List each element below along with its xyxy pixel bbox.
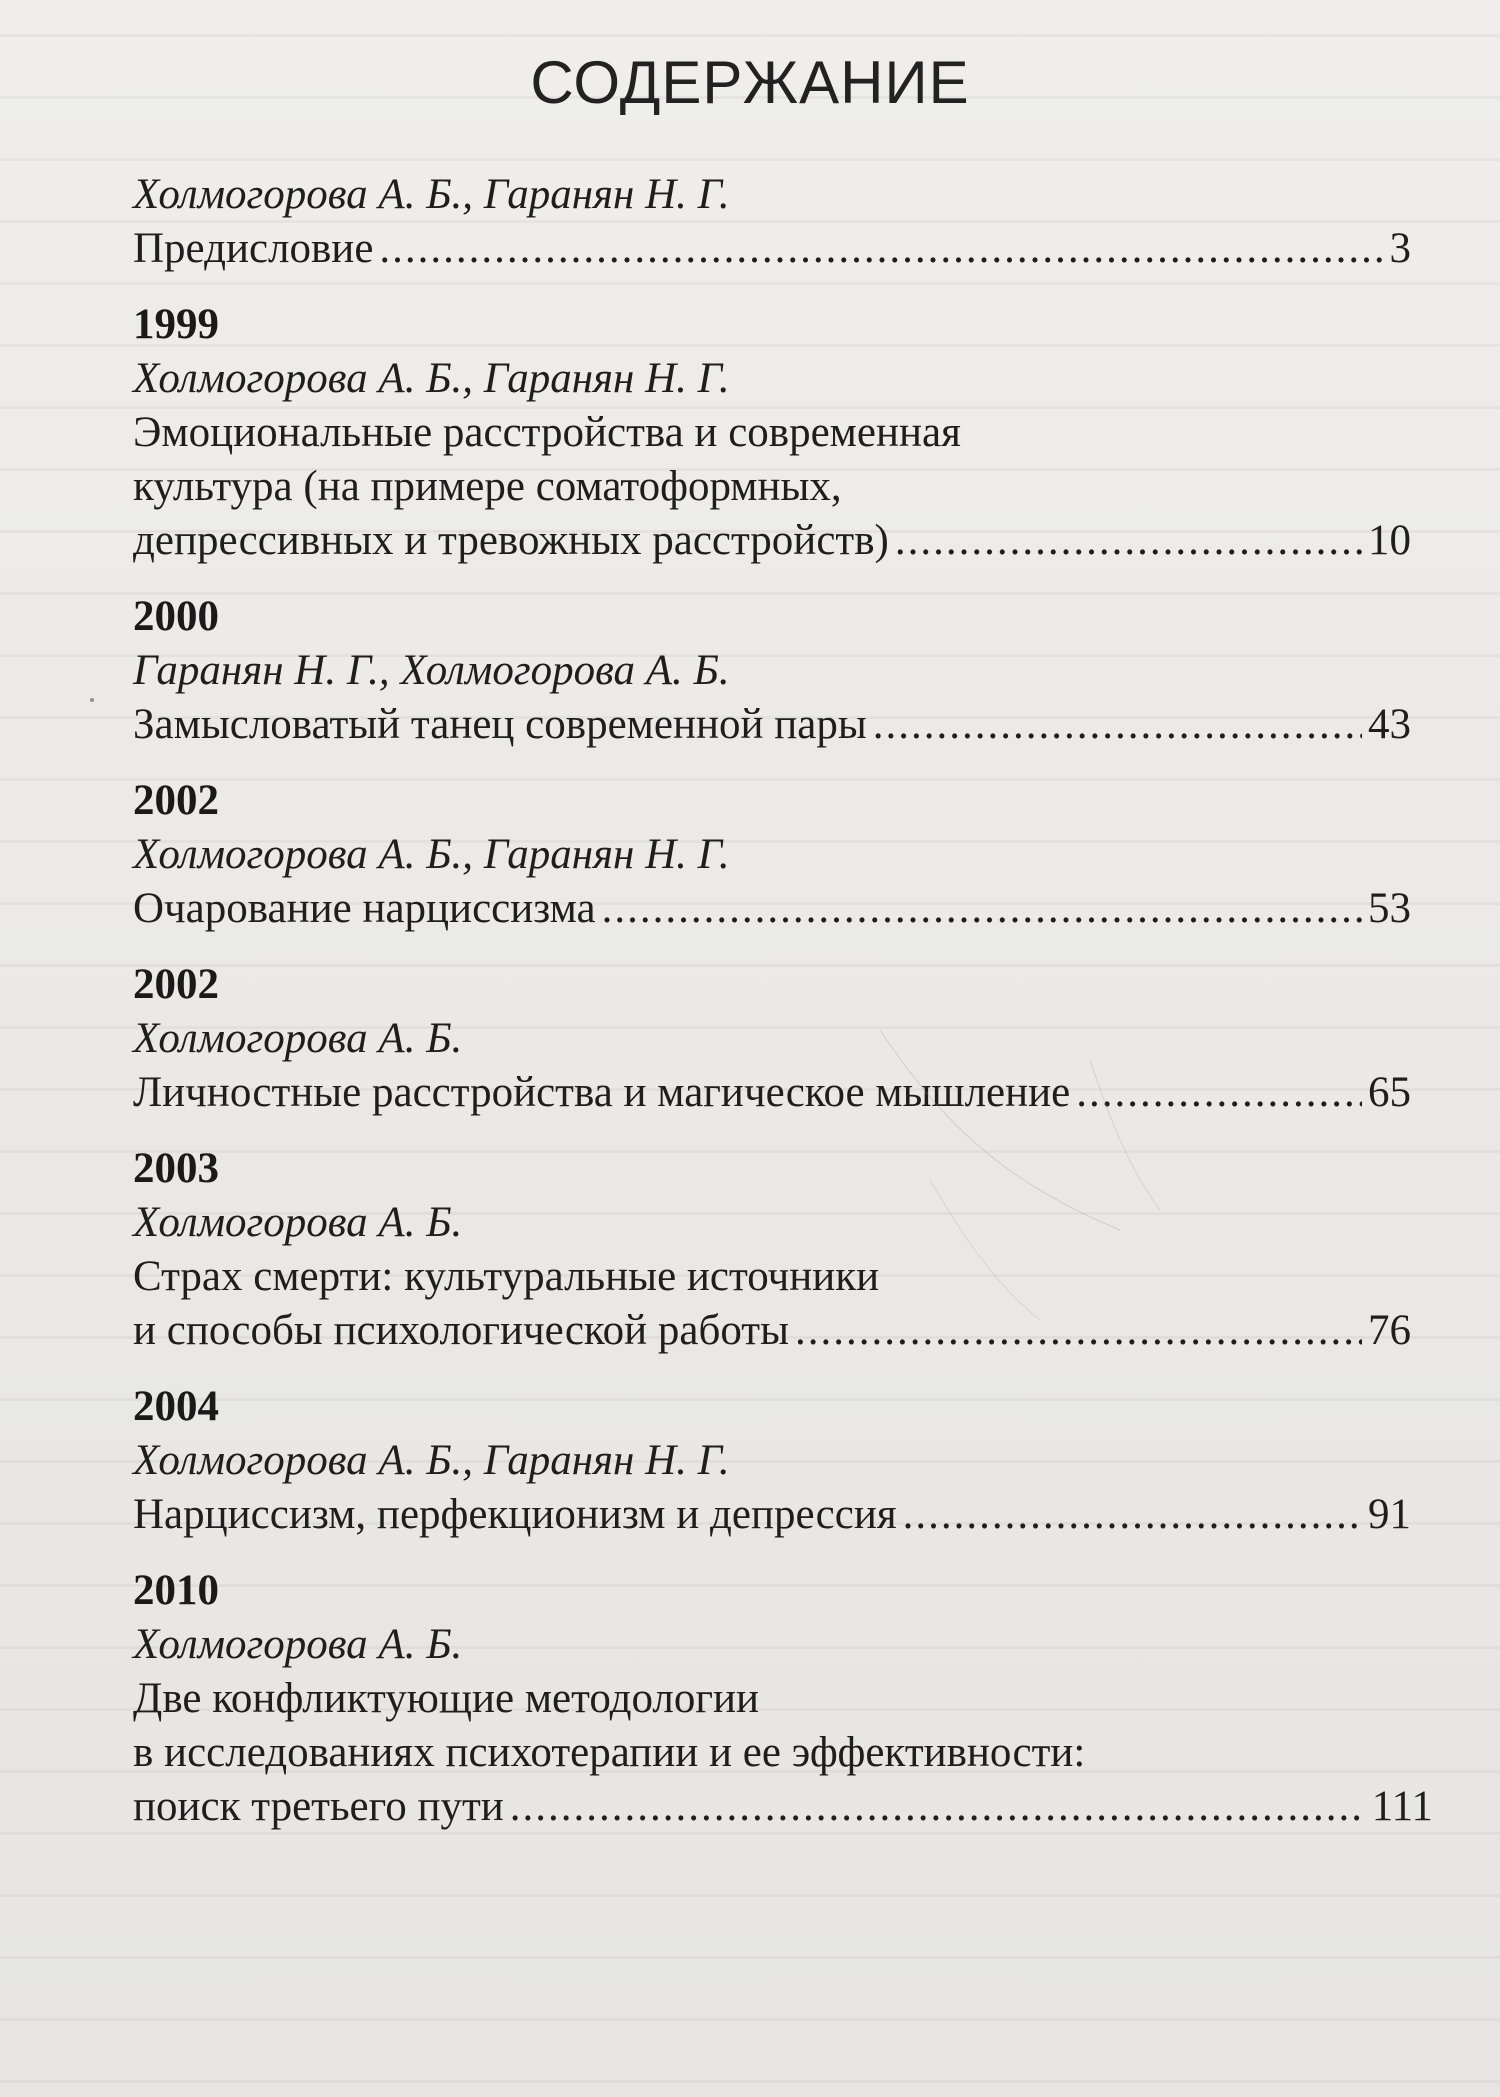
entry-page-number: 111 (1371, 1783, 1433, 1830)
dot-leader (895, 514, 1362, 568)
entry-title: Предисловие (133, 225, 374, 272)
entry-page-number: 3 (1389, 225, 1411, 272)
toc-entry (133, 590, 1433, 752)
entry-authors: Холмогорова А. Б. (133, 1621, 463, 1668)
entry-year: 2010 (133, 1567, 219, 1614)
entry-year: 2004 (133, 1383, 219, 1430)
entry-title-line: Эмоциональные расстройства и современная (133, 409, 961, 456)
entry-page-number: 91 (1368, 1491, 1411, 1538)
page-heading: СОДЕРЖАНИЕ (530, 49, 970, 116)
dot-leader (873, 698, 1362, 752)
toc-entry (133, 298, 1433, 568)
entry-authors: Холмогорова А. Б., Гаранян Н. Г. (133, 1437, 730, 1484)
dot-leader (1076, 1066, 1362, 1120)
entry-title-line: Страх смерти: культуральные источники (133, 1253, 880, 1300)
entry-year: 1999 (133, 301, 219, 348)
table-of-contents (133, 168, 1433, 1856)
entry-title-leader (133, 514, 1411, 568)
entry-page-number: 53 (1368, 885, 1411, 932)
entry-title: Очарование нарциссизма (133, 885, 596, 932)
dot-leader (903, 1488, 1362, 1542)
dot-leader (379, 222, 1383, 276)
entry-title: депрессивных и тревожных расстройств) (133, 517, 889, 564)
toc-entry (133, 958, 1433, 1120)
entry-title-leader (133, 222, 1411, 276)
entry-authors: Холмогорова А. Б., Гаранян Н. Г. (133, 831, 730, 878)
dot-leader (510, 1780, 1366, 1834)
entry-page-number: 65 (1368, 1069, 1411, 1116)
entry-title-leader (133, 882, 1411, 936)
entry-title: Личностные расстройства и магическое мышление (133, 1069, 1071, 1116)
entry-title-leader (133, 1066, 1411, 1120)
entry-authors: Холмогорова А. Б., Гаранян Н. Г. (133, 171, 730, 218)
entry-title-leader (133, 698, 1411, 752)
entry-title: Нарциссизм, перфекционизм и депрессия (133, 1491, 897, 1538)
toc-entry (133, 1142, 1433, 1358)
entry-title-leader (133, 1780, 1433, 1834)
entry-title-leader (133, 1304, 1411, 1358)
entry-title-line: Две конфликтующие методологии (133, 1675, 760, 1722)
entry-authors: Гаранян Н. Г., Холмогорова А. Б. (133, 647, 730, 694)
toc-entry (133, 1564, 1433, 1834)
entry-page-number: 76 (1368, 1307, 1411, 1354)
entry-title-line: культура (на примере соматоформных, (133, 463, 842, 510)
entry-year: 2002 (133, 961, 219, 1008)
entry-page-number: 10 (1368, 517, 1411, 564)
entry-year: 2002 (133, 777, 219, 824)
dot-leader (795, 1304, 1362, 1358)
entry-title-line: в исследованиях психотерапии и ее эффективности: (133, 1729, 1086, 1776)
entry-authors: Холмогорова А. Б. (133, 1015, 463, 1062)
entry-page-number: 43 (1368, 701, 1411, 748)
entry-authors: Холмогорова А. Б. (133, 1199, 463, 1246)
entry-year: 2000 (133, 593, 219, 640)
toc-entry (133, 1380, 1433, 1542)
dot-leader (602, 882, 1362, 936)
entry-title: и способы психологической работы (133, 1307, 789, 1354)
entry-title: поиск третьего пути (133, 1783, 504, 1830)
entry-title-leader (133, 1488, 1411, 1542)
entry-authors: Холмогорова А. Б., Гаранян Н. Г. (133, 355, 730, 402)
toc-entry (133, 774, 1433, 936)
entry-title: Замысловатый танец современной пары (133, 701, 867, 748)
entry-year: 2003 (133, 1145, 219, 1192)
toc-entry (133, 168, 1433, 276)
